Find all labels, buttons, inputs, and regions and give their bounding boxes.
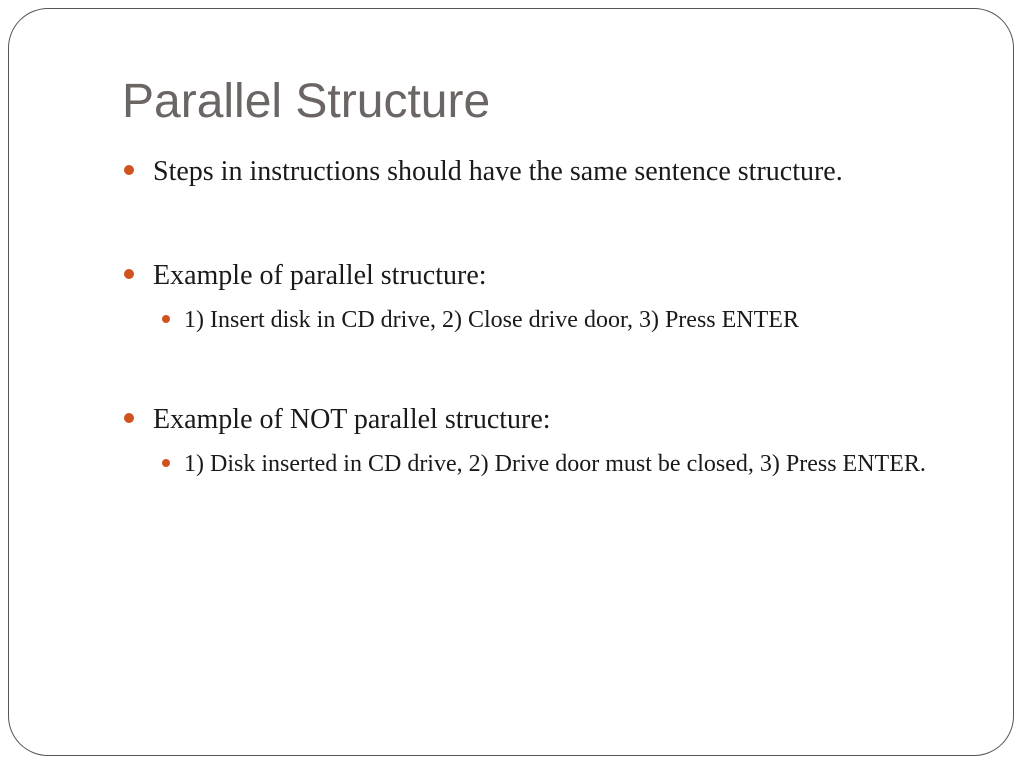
bullet-dot-icon bbox=[124, 413, 134, 423]
bullet-text: Example of NOT parallel structure: bbox=[153, 404, 551, 435]
sub-bullet-item bbox=[122, 300, 982, 340]
sub-bullet-dot-icon bbox=[162, 459, 170, 467]
bullet-item bbox=[122, 397, 982, 443]
bullet-dot-icon bbox=[124, 269, 134, 279]
slide-title: Parallel Structure bbox=[122, 75, 491, 128]
sub-bullet-item bbox=[122, 444, 982, 484]
bullet-dot-icon bbox=[124, 165, 134, 175]
bullet-text: Example of parallel structure: bbox=[153, 260, 487, 291]
bullet-item bbox=[122, 149, 982, 195]
bullet-item bbox=[122, 253, 982, 299]
slide-body bbox=[122, 149, 982, 484]
sub-bullet-dot-icon bbox=[162, 315, 170, 323]
bullet-text: Steps in instructions should have the same sentence structure. bbox=[153, 156, 843, 187]
sub-bullet-text: 1) Insert disk in CD drive, 2) Close drive door, 3) Press ENTER bbox=[184, 307, 799, 333]
slide-frame bbox=[8, 8, 1014, 756]
sub-bullet-text: 1) Disk inserted in CD drive, 2) Drive door must be closed, 3) Press ENTER. bbox=[184, 451, 926, 477]
